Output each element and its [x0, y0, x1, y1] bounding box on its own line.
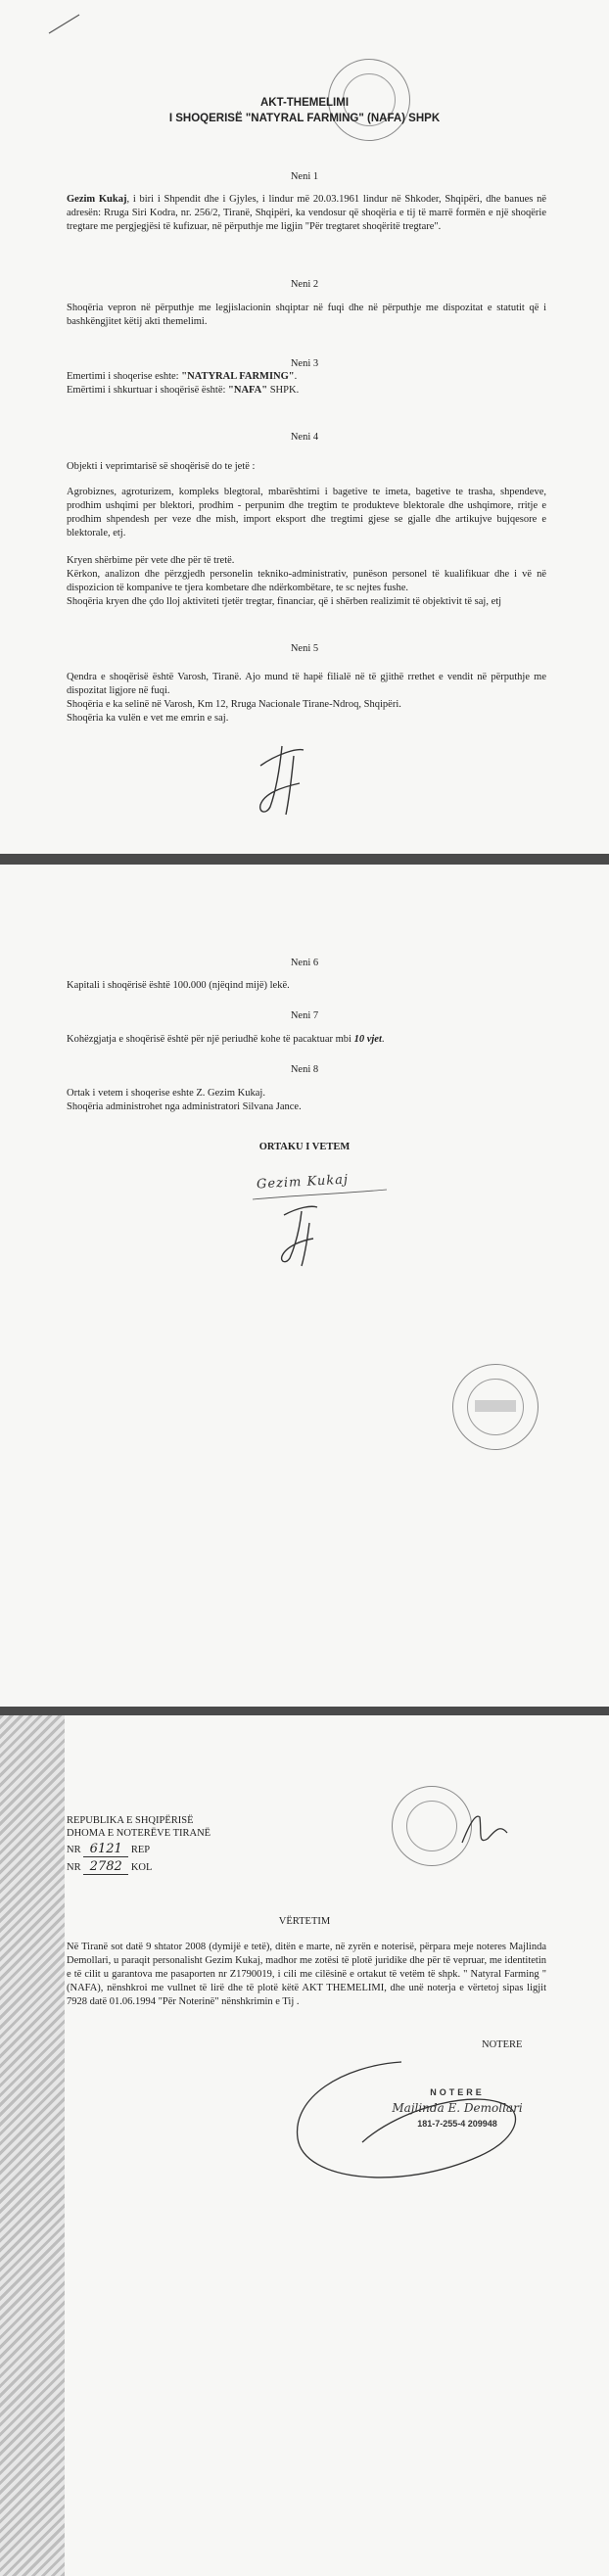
- article-2-heading: Neni 2: [290, 279, 319, 290]
- article-3-heading: Neni 3: [290, 358, 319, 369]
- page-3: [0, 1715, 609, 2576]
- article-2-text: Shoqëria vepron në përputhje me legjislacionin shqiptar në fuqi dhe në përputhje me dispozitat e statutit që i bashkëngjitet këtij akti themelimi.: [67, 303, 546, 327]
- article-5-heading: Neni 5: [290, 643, 319, 654]
- article-7-text: Kohëzgjatja e shoqërisë është për një periudhë kohe të pacaktuar mbi 10 vjet.: [67, 1034, 385, 1045]
- article-4-paragraph-1: Agrobiznes, agroturizem, kompleks blegtoral, mbarështimi i bagetive te imeta, bagetive te trasha, shpendeve, prodhim ushqimi per blektori, prodhim - perpunim dhe tregtim te produkteve blektorale dhe ushqimore, rritje e prodhim shpendesh per veze dhe mish, import eksport dhe tregtimi gjese se gjalle dhe artikujve bujqesore e blektorale, etj.: [67, 487, 546, 539]
- article-4-paragraph-4: Shoqëria kryen dhe çdo lloj aktiviteti tjetër tregtar, financiar, që i shërben realizimit të objektivit të saj, etj: [67, 596, 502, 607]
- article-5-paragraph-3: Shoqëria ka vulën e vet me emrin e saj.: [67, 713, 229, 724]
- binding-strip: [0, 1715, 65, 2576]
- article-4-intro: Objekti i veprimtarisë së shoqërisë do te jetë :: [67, 461, 256, 472]
- article-6-heading: Neni 6: [290, 958, 319, 968]
- repertory-number: NR 6121 REP: [67, 1842, 151, 1856]
- article-5-paragraph-2: Shoqëria e ka selinë në Varosh, Km 12, Rruga Nacionale Tirane-Ndroq, Shqipëri.: [67, 699, 401, 710]
- partner-signature: [245, 1168, 392, 1276]
- notary-name-stamp: NOTERE Majlinda E. Demollari 181-7-255-4 209948: [392, 2087, 523, 2129]
- sole-partner-heading: ORTAKU I VETEM: [258, 1142, 351, 1152]
- notary-initials-top: [458, 1803, 517, 1852]
- initials-signature-page-1: [243, 736, 321, 824]
- article-4-paragraph-2: Kryen shërbime për vete dhe për të tretë.: [67, 555, 235, 566]
- article-7-heading: Neni 7: [290, 1010, 319, 1021]
- notary-header-line-2: DHOMA E NOTERËVE TIRANË: [67, 1828, 211, 1839]
- article-3-line-2: Emërtimi i shkurtuar i shoqërisë është: "NAFA" SHPK.: [67, 385, 300, 396]
- article-3-line-1: Emertimi i shoqerise eshte: "NATYRAL FARMING".: [67, 371, 298, 382]
- collection-number: NR 2782 KOL: [67, 1859, 153, 1874]
- notary-signature: [284, 2048, 529, 2195]
- article-8-line-1: Ortak i vetem i shoqerise eshte Z. Gezim Kukaj.: [67, 1088, 265, 1099]
- article-5-paragraph-1: Qendra e shoqërisë është Varosh, Tiranë. Ajo mund të hapë filialë në të gjithë rrethet e vendit në përputhje me dispozitat ligjore në fuqi.: [67, 672, 546, 696]
- article-8-heading: Neni 8: [290, 1064, 319, 1075]
- certification-heading: VËRTETIM: [278, 1916, 331, 1927]
- article-6-text: Kapitali i shoqërisë është 100.000 (njëqind mijë) lekë.: [67, 980, 290, 991]
- notary-label: NOTERE: [482, 2039, 523, 2050]
- corner-pen-mark: [47, 12, 82, 35]
- document-subtitle: I SHOQERISË "NATYRAL FARMING" (NAFA) SHPK: [168, 113, 441, 124]
- article-1-heading: Neni 1: [290, 171, 319, 182]
- company-stamp-page-2: [452, 1364, 539, 1450]
- partner-handwritten-name: Gezim Kukaj: [256, 1172, 350, 1193]
- notary-header-line-1: REPUBLIKA E SHQIPËRISË: [67, 1815, 194, 1826]
- article-4-heading: Neni 4: [290, 432, 319, 443]
- article-8-line-2: Shoqëria administrohet nga administratori Silvana Jance.: [67, 1101, 302, 1112]
- article-1-text: Gezim Kukaj, i biri i Shpendit dhe i Gjyles, i lindur më 20.03.1961 lindur në Shkoder, Shqipëri, dhe banues në adresën: Rruga Siri Kodra, nr. 256/2, Tiranë, Shqipëri, ka vendosur që shoqëria e tij të marrë formën e një shoqërie tregtare me pergjegjësi të kufizuar, në përputhje me ligjin "Për tregtaret shoqëritë tregtare".: [67, 194, 546, 232]
- article-4-paragraph-3: Kërkon, analizon dhe përzgjedh personelin tekniko-administrativ, punëson personel të kualifikuar dhe i vë në dispozicion të kompanive te tjera kombetare dhe ndërkombëtare, te sc nejtes fushe.: [67, 569, 546, 593]
- page-1: [0, 0, 609, 854]
- page-2: [0, 865, 609, 1707]
- document-title: AKT-THEMELIMI: [259, 97, 350, 109]
- certification-text: Në Tiranë sot datë 9 shtator 2008 (dymijë e tetë), ditën e marte, në zyrën e noterisë, përpara meje noteres Majlinda Demollari, u paraqit personalisht Gezim Kukaj, madhor me zotësi të plotë juridike dhe për të vepruar, me identitetin e të cilit u garantova me pasaporten nr Z1790019, i cili me cilësinë e ortakut të vetëm të shpk. " Natyral Farming " (NAFA), nënshkroi me vullnet të lirë dhe të plotë këtë AKT THEMELIMI, dhe unë noterja e vërtetoj sipas ligjit 7928 datë 01.06.1994 "Për Noterinë" nënshkrimin e Tij .: [67, 1942, 546, 2007]
